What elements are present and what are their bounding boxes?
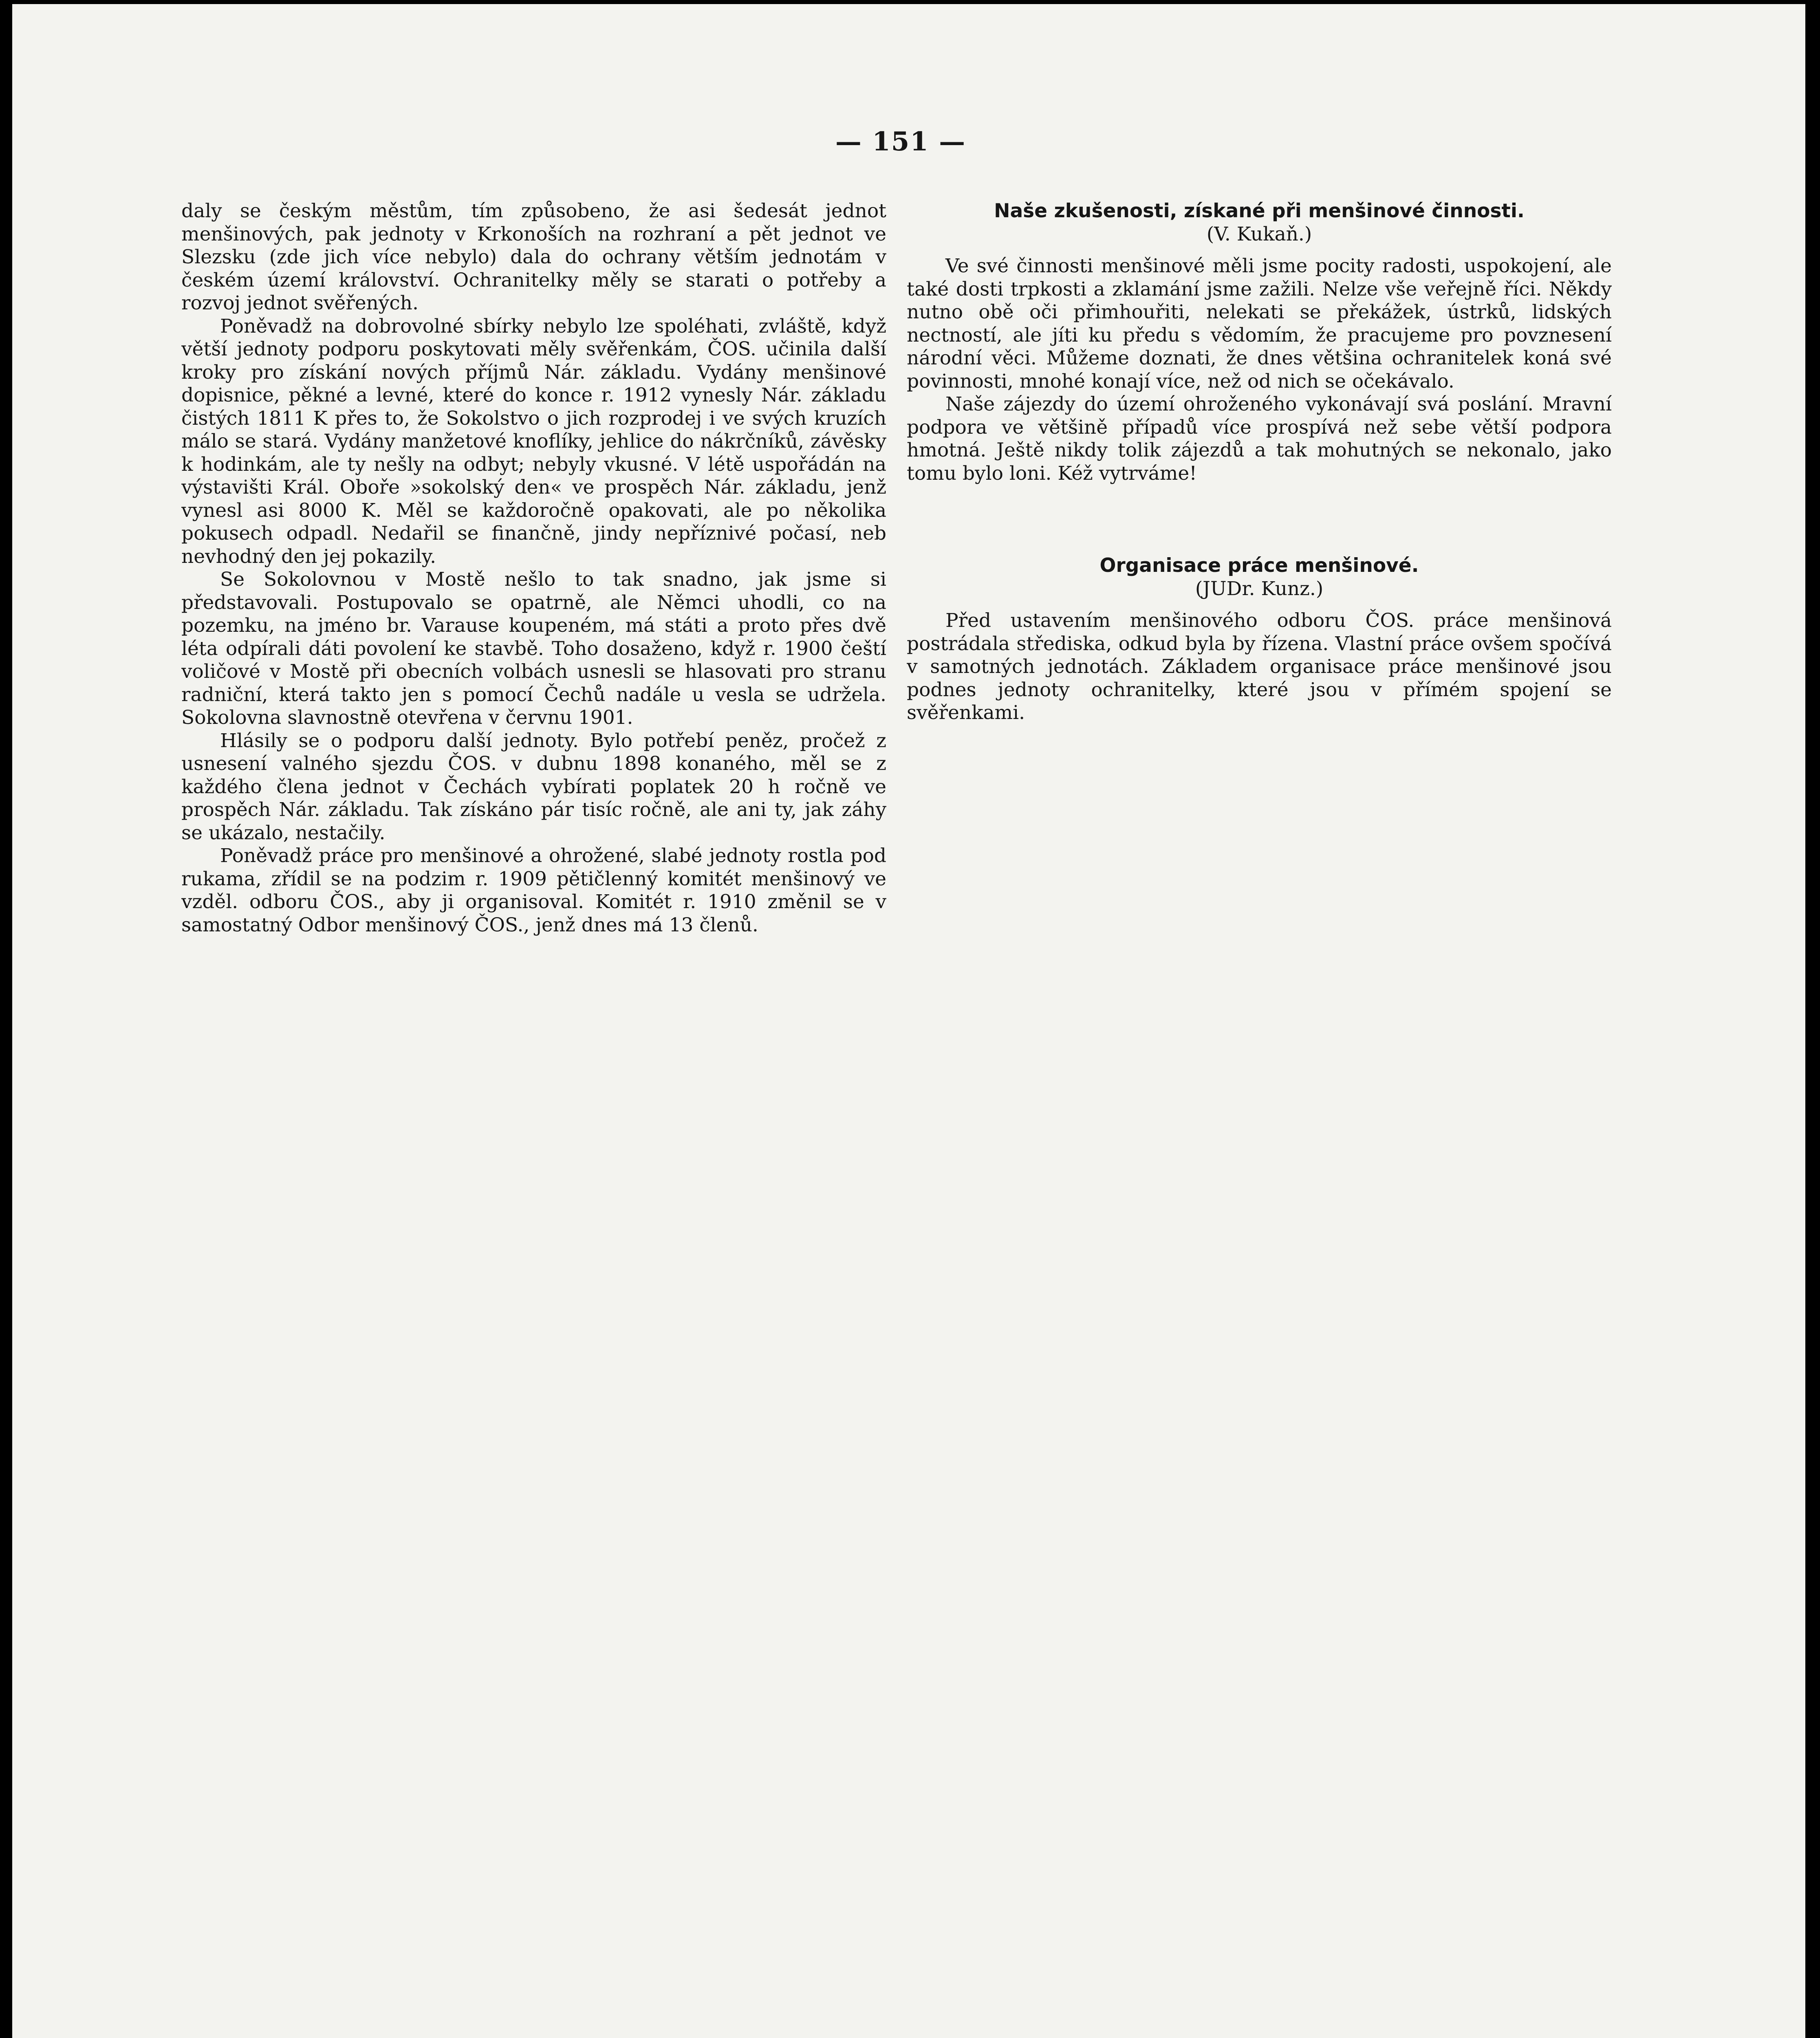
section-gap — [907, 485, 1612, 554]
page-number: — 151 — — [835, 126, 966, 157]
article-title: Organisace práce menšinové. — [1099, 554, 1419, 577]
article-author: (V. Kukaň.) — [1206, 223, 1312, 245]
left-column — [181, 200, 886, 2038]
paragraph: Poněvadž práce pro menšinové a ohrožené, slabé jednoty rostla pod rukama, zřídil se na podzim r. 1909 pětičlenný komitét menšinový ve vzděl. odboru ČOS., aby ji organisoval. Komitét r. 1910 změnil se v samostatný Odbor menšinový ČOS., jenž dnes má 13 členů. — [181, 845, 886, 936]
paragraph: Se Sokolovnou v Mostě nešlo to tak snadno, jak jsme si představovali. Postupovalo se opatrně, ale Němci uhodli, co na pozemku, na jméno br. Varause koupeném, má státi a proto přes dvě léta odpírali dáti povolení ke stavbě. Toho dosaženo, když r. 1900 čeští voličové v Mostě při obecních volbách usnesli se hlasovati pro stranu radniční, která takto jen s pomocí Čechů nadále u vesla se udržela. Sokolovna slavnostně otevřena v červnu 1901. — [181, 568, 886, 729]
paragraph: Naše zájezdy do území ohroženého vykonávají svá poslání. Mravní podpora ve většině případů více prospívá než sebe větší podpora hmotná. Ještě nikdy tolik zájezdů a tak mohutných se nekonalo, jako tomu bylo loni. Kéž vytrváme! — [907, 393, 1612, 485]
paragraph: daly se českým městům, tím způsobeno, že asi šedesát jednot menšinových, pak jednoty v Krkonoších na rozhraní a pět jednot ve Slezsku (zde jich více nebylo) dala do ochrany větším jednotám v českém území království. Ochranitelky měly se starati o potřeby a rozvoj jednot svěřených. — [181, 200, 886, 314]
document-page — [12, 4, 1805, 2038]
right-column — [907, 200, 1612, 2038]
paragraph: Hlásily se o podporu další jednoty. Bylo potřebí peněz, pročež z usnesení valného sjezdu ČOS. v dubnu 1898 konaného, měl se z každého člena jednot v Čechách vybírati poplatek 20 h ročně ve prospěch Nár. základu. Tak získáno pár tisíc ročně, ale ani ty, jak záhy se ukázalo, nestačily. — [181, 729, 886, 844]
article-author: (JUDr. Kunz.) — [1195, 577, 1324, 600]
paragraph: Ve své činnosti menšinové měli jsme pocity radosti, uspokojení, ale také dosti trpkosti a zklamání jsme zažili. Nelze vše veřejně říci. Někdy nutno obě oči přimhouřiti, nelekati se překážek, ústrků, lidských nectností, ale jíti ku předu s vědomím, že pracujeme pro povznesení národní věci. Můžeme doznati, že dnes většina ochranitelek koná své povinnosti, mnohé konají více, než od nich se očekávalo. — [907, 255, 1612, 393]
paragraph: Poněvadž na dobrovolné sbírky nebylo lze spoléhati, zvláště, když větší jednoty podporu poskytovati měly svěřenkám, ČOS. učinila další kroky pro získání nových příjmů Nár. základu. Vydány menšinové dopisnice, pěkné a levné, které do konce r. 1912 vynesly Nár. základu čistých 1811 K přes to, že Sokolstvo o jich rozprodej i ve svých kruzích málo se stará. Vydány manžetové knoflíky, jehlice do nákrčníků, závěsky k hodinkám, ale ty nešly na odbyt; nebyly vkusné. V létě uspořádán na výstavišti Král. Obořе »sokolský den« ve prospěch Nár. základu, jenž vynesl asi 8000 K. Měl se každoročně opakovati, ale po několika pokusech odpadl. Nedařil se finančně, jindy nepříznivé počasí, neb nevhodný den jej pokazily. — [181, 315, 886, 568]
paragraph: Před ustavením menšinového odboru ČOS. práce menšinová postrádala střediska, odkud byla by řízena. Vlastní práce ovšem spočívá v samotných jednotách. Základem organisace práce menšinové jsou podnes jednoty ochranitelky, které jsou v přímém spojení se svěřenkami. — [907, 609, 1612, 724]
article-title: Naše zkušenosti, získané při menšinové činnosti. — [994, 200, 1525, 222]
